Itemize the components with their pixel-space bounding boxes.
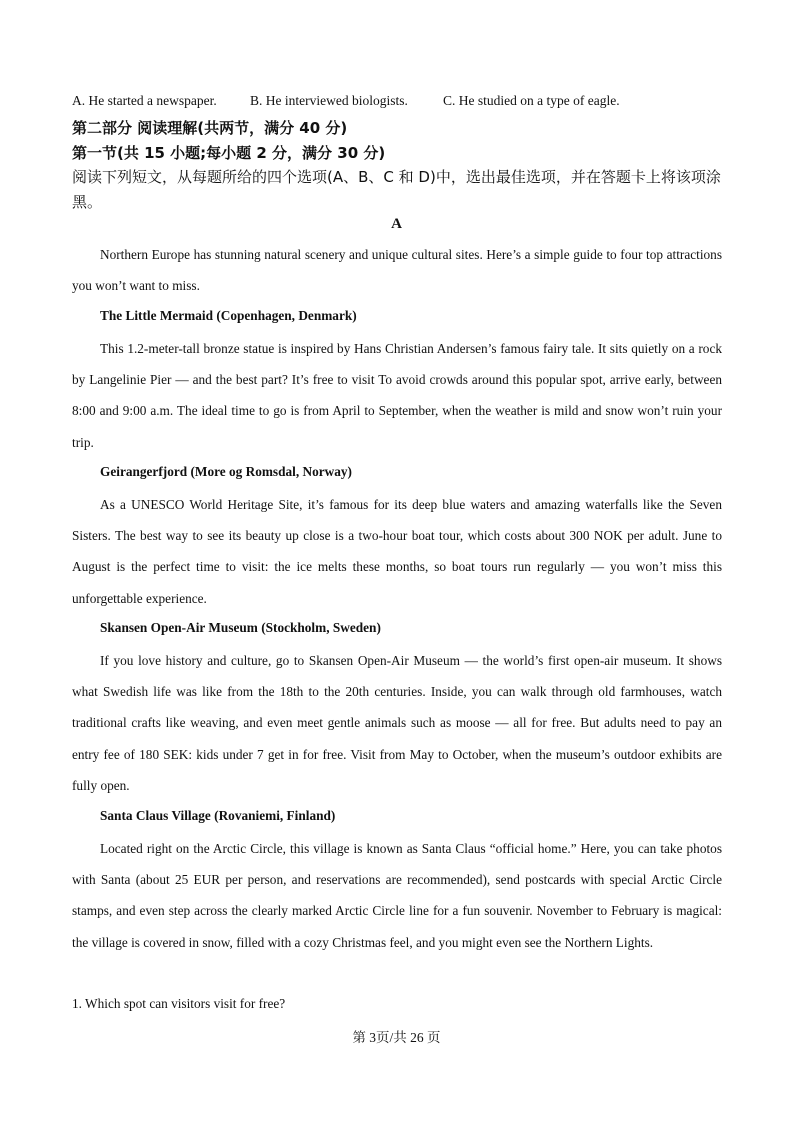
passage-intro: Northern Europe has stunning natural scenery and unique cultural sites. Here’s a simple guide to four top attractions you won’t want to miss. [72,247,722,294]
part-title: 第二部分 阅读理解(共两节，满分 40 分) [72,119,348,137]
option-a: A. He started a newspaper. [72,93,217,108]
page-footer: 第 3页/共 26 页 [352,1030,441,1045]
section-body-little-mermaid: This 1.2-meter-tall bronze statue is inspired by Hans Christian Andersen’s famous fairy tale. It sits quietly on a rock by Langelinie Pier — and the best part? It’s free to visit To avoid crowds around this popular spot, arrive early, between 8:00 and 9:00 a.m. The ideal time to go is from April to September, when the weather is mild and snow won’t ruin your trip. [72,341,722,450]
instructions: 阅读下列短文，从每题所给的四个选项(A、B、C 和 D)中，选出最佳选项，并在答题卡上将该项涂黑。 [72,168,721,211]
section-heading-santa-claus-village: Santa Claus Village (Rovaniemi, Finland) [100,808,336,823]
previous-question-options [72,93,732,111]
section-body-skansen: If you love history and culture, go to Skansen Open-Air Museum — the world’s first open-air museum. It shows what Swedish life was like from the 18th to the 20th centuries. Inside, you can walk through old farmhouses, watch traditional crafts like weaving, and even meet gentle animals such as moose — all for free. But adults need to pay an entry fee of 180 SEK: kids under 7 get in for free. Visit from May to October, when the museum’s outdoor exhibits are fully open. [72,653,722,793]
section-heading-little-mermaid: The Little Mermaid (Copenhagen, Denmark) [100,308,357,323]
question-1: 1. Which spot can visitors visit for free? [72,996,286,1011]
section-heading-geirangerfjord: Geirangerfjord (More og Romsdal, Norway) [100,464,352,479]
section-body-santa-claus-village: Located right on the Arctic Circle, this village is known as Santa Claus “official home.” Here, you can take photos with Santa (about 25 EUR per person, and reservations are recommended), send postcards with special Arctic Circle stamps, and even step across the clearly marked Arctic Circle line for a fun souvenir. November to February is magical: the village is covered in snow, filled with a cozy Christmas feel, and you might even see the Northern Lights. [72,841,722,950]
passage-letter: A [391,216,402,232]
section-heading-skansen: Skansen Open-Air Museum (Stockholm, Sweden) [100,620,381,635]
option-b: B. He interviewed biologists. [250,93,408,108]
subsection-title: 第一节(共 15 小题;每小题 2 分，满分 30 分) [72,144,386,162]
option-c: C. He studied on a type of eagle. [443,93,620,108]
section-body-geirangerfjord: As a UNESCO World Heritage Site, it’s famous for its deep blue waters and amazing waterfalls like the Seven Sisters. The best way to see its beauty up close is a two-hour boat tour, which costs about 300 NOK per adult. June to August is the perfect time to visit: the ice melts these months, so boat tours run regularly — you won’t miss this unforgettable experience. [72,497,722,606]
